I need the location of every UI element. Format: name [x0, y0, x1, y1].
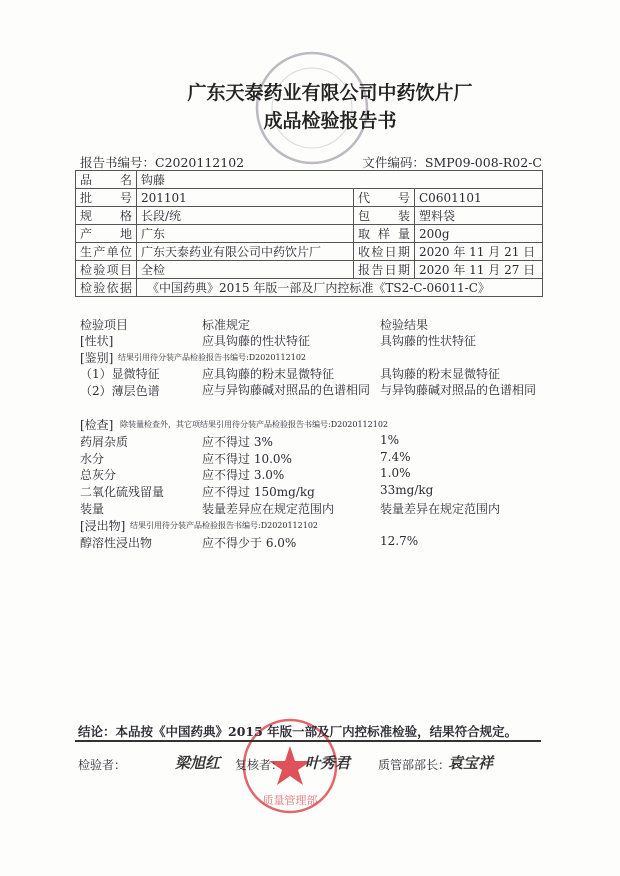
section-note: 除装量检查外，其它项结果引用待分装产品检验报告书编号:D2020112102: [120, 420, 389, 429]
section-title: [鉴别]: [80, 351, 114, 365]
col-header-item: 检验项目: [80, 318, 129, 332]
label-report-date: 报告日期: [354, 261, 415, 279]
value-sample: 200g: [415, 225, 543, 243]
value-basis: 《中国药典》2015 年版一部及厂内控标准《TS2-C-06011-C》: [137, 279, 543, 297]
value-item: 全检: [137, 261, 354, 279]
result-standard: 应与异钩藤碱对照品的色谱相同: [202, 383, 371, 397]
result-value: 具钩藤的粉末显微特征: [380, 367, 501, 381]
result-item: 水分: [80, 452, 105, 466]
result-standard: 应不得过 3.0%: [202, 468, 285, 482]
label-item: 检验项目: [76, 261, 137, 279]
result-item: （1）显微特征: [80, 367, 160, 381]
inspector-label: 检验者：: [78, 758, 127, 772]
result-item: 装量: [80, 502, 105, 516]
value-code: C0601101: [415, 189, 543, 207]
result-standard: 装量差异应在规定范围内: [202, 502, 335, 516]
section-note: 结果引用待分装产品检验报告书编号:D2020112102: [118, 353, 307, 362]
reviewer-signature: 叶秀君: [305, 754, 351, 772]
value-receive-date: 2020 年 11 月 21 日: [415, 243, 543, 261]
col-header-standard: 标准规定: [202, 318, 251, 332]
section-note: 结果引用待分装产品检验报告书编号:D2020112102: [130, 521, 319, 530]
value-batch: 201101: [137, 189, 354, 207]
result-item: （2）薄层色谱: [80, 384, 160, 398]
result-standard: 应具钩藤的粉末显微特征: [202, 367, 335, 381]
label-spec: 规格: [76, 207, 137, 225]
label-code: 代号: [354, 189, 415, 207]
result-value: 12.7%: [380, 534, 419, 548]
value-report-date: 2020 年 11 月 27 日: [415, 261, 543, 279]
result-standard: 应具钩藤的性状特征: [202, 334, 311, 348]
report-number: 报告书编号：C2020112102: [80, 155, 245, 170]
result-item: [性状]: [80, 334, 114, 348]
label-origin: 产地: [76, 225, 137, 243]
label-basis: 检验依据: [76, 279, 137, 297]
value-pack: 塑料袋: [415, 207, 543, 225]
result-standard: 应不得过 10.0%: [202, 452, 292, 466]
result-value: 具钩藤的性状特征: [380, 334, 477, 348]
result-item: 总灰分: [80, 468, 117, 482]
divider: [75, 740, 541, 742]
result-standard: 应不得少于 6.0%: [202, 536, 297, 550]
result-value: 7.4%: [380, 450, 411, 464]
section-title: [检查]: [80, 418, 114, 432]
col-header-result: 检验结果: [380, 318, 429, 332]
result-value: 与异钩藤碱对照品的色谱相同: [380, 383, 537, 397]
result-standard: 应不得过 3%: [202, 435, 273, 449]
label-pack: 包装: [354, 207, 415, 225]
file-number: 文件编码：SMP09-008-R02-C: [362, 155, 542, 170]
manager-signature: 袁宝祥: [448, 754, 494, 772]
result-value: 1.0%: [380, 466, 411, 480]
value-spec: 长段/统: [137, 207, 354, 225]
value-origin: 广东: [137, 225, 354, 243]
result-standard: 应不得过 150mg/kg: [202, 485, 315, 499]
section-title: [浸出物]: [80, 519, 126, 533]
document-title: 成品检验报告书: [263, 110, 397, 132]
product-info-table: [75, 170, 543, 297]
label-receive-date: 收检日期: [354, 243, 415, 261]
label-sample: 取样量: [354, 225, 415, 243]
result-item: 二氧化硫残留量: [80, 485, 165, 499]
svg-text:质量管理部: 质量管理部: [262, 794, 318, 807]
result-item: 药屑杂质: [80, 435, 129, 449]
label-batch: 批号: [76, 189, 137, 207]
conclusion: 结论：本品按《中国药典》2015 年版一部及厂内控标准检验，结果符合规定。: [78, 724, 518, 739]
result-value: 装量差异在规定范围内: [380, 502, 501, 516]
company-name: 广东天泰药业有限公司中药饮片厂: [187, 82, 473, 104]
result-value: 1%: [380, 433, 400, 447]
result-item: 醇溶性浸出物: [80, 536, 153, 550]
value-product: 钩藤: [137, 171, 543, 189]
manager-label: 质管部部长：: [378, 758, 451, 772]
reviewer-label: 复核者：: [235, 758, 284, 772]
result-value: 33mg/kg: [380, 483, 434, 497]
inspector-signature: 梁旭红: [175, 754, 221, 772]
value-maker: 广东天泰药业有限公司中药饮片厂: [137, 243, 354, 261]
label-product: 品名: [76, 171, 137, 189]
label-maker: 生产单位: [76, 243, 137, 261]
